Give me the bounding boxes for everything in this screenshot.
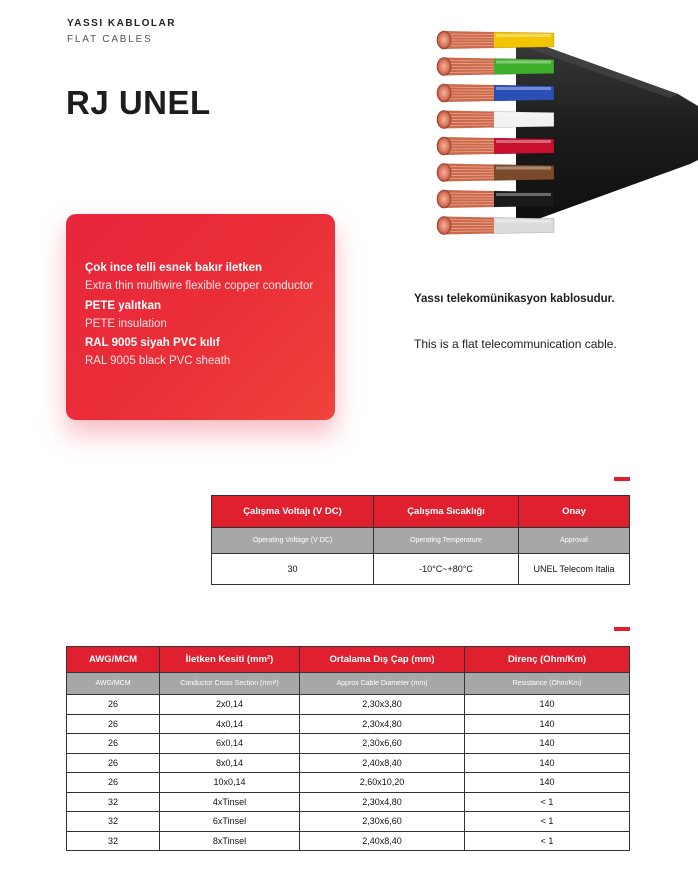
ops-subheader-voltage: Operating Voltage (V DC) [212,528,374,554]
table-row [67,792,630,812]
spec-cell-diameter: 2,40x8,40 [300,753,465,773]
spec-cell-diameter: 2,30x4,80 [300,792,465,812]
ops-header-voltage: Çalışma Voltajı (V DC) [212,496,374,528]
spec-cell-awg: 26 [67,753,160,773]
spec-table [66,646,630,851]
ops-value-voltage: 30 [212,554,374,585]
feature-3-tr: RAL 9005 siyah PVC kılıf [85,337,220,349]
feature-1-tr: Çok ince telli esnek bakır iletken [85,262,263,274]
category-label-en: FLAT CABLES [67,34,153,45]
product-title: RJ UNEL [66,84,211,121]
spec-cell-diameter: 2,30x4,80 [300,714,465,734]
feature-2-tr: PETE yalıtkan [85,300,162,312]
spec-header-resistance: Direnç (Ohm/Km) [465,647,630,673]
spec-cell-awg: 32 [67,792,160,812]
spec-cell-diameter: 2,40x8,40 [300,831,465,851]
spec-cell-cross-section: 10x0,14 [160,773,300,793]
table-row [67,812,630,832]
ops-subheader-approval: Approval [519,528,630,554]
spec-cell-resistance: < 1 [465,812,630,832]
spec-cell-diameter: 2,30x3,80 [300,695,465,715]
feature-2-en: PETE insulation [85,318,167,330]
description-tr: Yassı telekomünikasyon kablosudur. [414,293,615,305]
spec-header-cross-section: İletken Kesiti (mm²) [160,647,300,673]
spec-cell-resistance: 140 [465,695,630,715]
spec-subheader-diameter: Approx Cable Diameter (mm) [300,673,465,695]
spec-cell-cross-section: 2x0,14 [160,695,300,715]
spec-cell-resistance: < 1 [465,831,630,851]
ops-subheader-temperature: Operating Temperature [374,528,519,554]
ops-value-approval: UNEL Telecom Italia [519,554,630,585]
spec-cell-resistance: 140 [465,753,630,773]
feature-3-en: RAL 9005 black PVC sheath [85,355,231,367]
feature-1-en: Extra thin multiwire flexible copper conductor [85,280,314,292]
cable-wire [437,84,554,102]
spec-cell-diameter: 2,30x6,60 [300,812,465,832]
table-row [67,695,630,715]
cable-wire [437,190,554,208]
spec-cell-resistance: 140 [465,734,630,754]
spec-cell-diameter: 2,30x6,60 [300,734,465,754]
spec-cell-awg: 32 [67,831,160,851]
spec-cell-cross-section: 6x0,14 [160,734,300,754]
spec-subheader-resistance: Resistance (Ohm/Km) [465,673,630,695]
ops-header-approval: Onay [519,496,630,528]
spec-header-diameter: Ortalama Dış Çap (mm) [300,647,465,673]
spec-cell-awg: 26 [67,734,160,754]
operating-table [211,495,630,585]
cable-wire [437,137,554,155]
cable-wire [437,217,554,235]
spec-cell-diameter: 2,60x10,20 [300,773,465,793]
table-row [67,734,630,754]
ops-header-temperature: Çalışma Sıcaklığı [374,496,519,528]
ops-value-temperature: -10°C~+80°C [374,554,519,585]
spec-cell-cross-section: 4x0,14 [160,714,300,734]
description-en: This is a flat telecommunication cable. [414,337,617,351]
spec-cell-cross-section: 6xTinsel [160,812,300,832]
spec-subheader-cross-section: Conductor Cross Section (mm²) [160,673,300,695]
features-card [66,214,335,420]
spec-cell-cross-section: 4xTinsel [160,792,300,812]
table-row [67,753,630,773]
section-accent-mark [614,477,630,481]
cable-wire [437,111,554,129]
cable-wire [437,164,554,182]
table-row [67,831,630,851]
table-row [67,773,630,793]
spec-cell-awg: 26 [67,773,160,793]
spec-table-body [67,695,630,851]
spec-cell-resistance: 140 [465,773,630,793]
spec-cell-awg: 32 [67,812,160,832]
table-row [67,714,630,734]
section-accent-mark [614,627,630,631]
spec-subheader-awg: AWG/MCM [67,673,160,695]
cable-wire [437,58,554,76]
spec-cell-awg: 26 [67,714,160,734]
category-label-tr: YASSI KABLOLAR [67,18,176,29]
cable-wire [437,31,554,49]
spec-header-awg: AWG/MCM [67,647,160,673]
spec-cell-cross-section: 8xTinsel [160,831,300,851]
flat-cable-image [420,22,698,247]
spec-cell-awg: 26 [67,695,160,715]
spec-cell-cross-section: 8x0,14 [160,753,300,773]
spec-cell-resistance: < 1 [465,792,630,812]
spec-cell-resistance: 140 [465,714,630,734]
